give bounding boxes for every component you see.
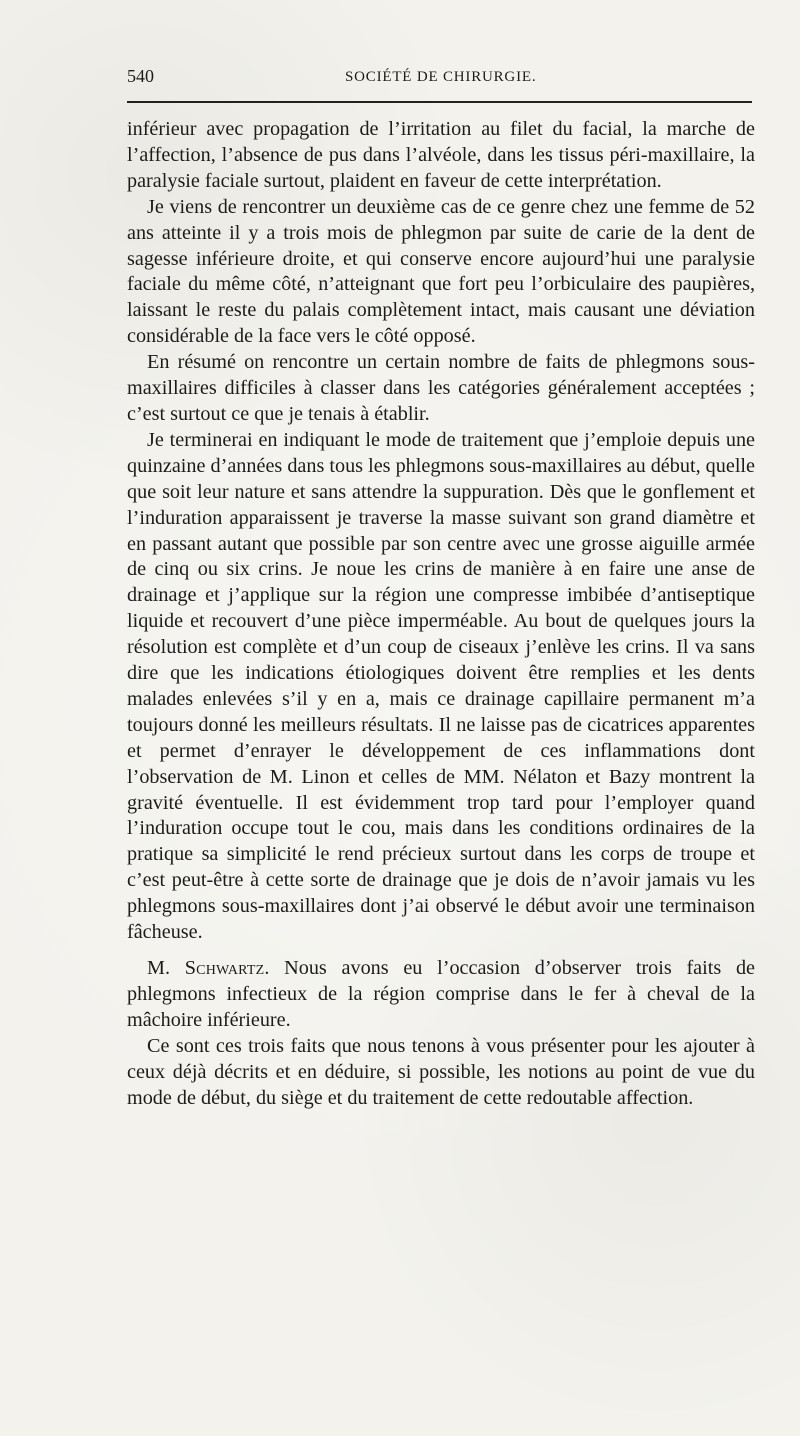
speaker-name: Schwartz bbox=[184, 957, 265, 979]
page-header bbox=[127, 66, 755, 94]
paragraph-1: inférieur avec propagation de l’irritation au filet du facial, la marche de l’affection, l’absence de pus dans l’alvéole, dans les tissus péri-maxillaire, la paralysie faciale surtout, plaident en faveur de cette interprétation. bbox=[127, 118, 755, 192]
paragraph-2: Je viens de rencontrer un deuxième cas de ce genre chez une femme de 52 ans atteinte il y a trois mois de phlegmon par suite de carie de la dent de sagesse inférieure droite, et qui conserve encore aujourd’hui une paralysie faciale du même côté, n’atteignant que fort peu l’orbiculaire des paupières, laissant le reste du palais complètement intact, mais causant une déviation considérable de la face vers le côté opposé. bbox=[127, 195, 755, 348]
paragraph-3: En résumé on rencontre un certain nombre de faits de phlegmons sous-maxillaires difficiles à classer dans les catégories généralement acceptées ; c’est surtout ce que je tenais à établir. bbox=[127, 351, 755, 425]
paragraph-4: Je terminerai en indiquant le mode de traitement que j’emploie depuis une quinzaine d’années dans tous les phlegmons sous-maxillaires au début, quelle que soit leur nature et sans attendre la suppuration. Dès que le gonflement et l’induration apparaissent je traverse la masse suivant son grand diamètre et en passant autant que possible par son centre avec une grosse aiguille armée de cinq ou six crins. Je noue les crins de manière à en faire une anse de drainage et j’applique sur la région une compresse imbibée d’antiseptique liquide et recouvert d’une pièce imperméable. Au bout de quelques jours la résolution est complète et d’un coup de ciseaux j’enlève les crins. Il va sans dire que les indications étiologiques doivent être remplies et les dents malades enlevées s’il y en a, mais ce drainage capillaire permanent m’a toujours donné les meilleurs résultats. Il ne laisse pas de cicatrices apparentes et permet d’enrayer le développement de ces inflammations dont l’observation de M. Linon et celles de MM. Nélaton et Bazy montrent la gravité éventuelle. Il est évidemment trop tard pour l’employer quand l’induration occupe tout le cou, mais dans les conditions ordinaires de la pratique sa simplicité le rend précieux surtout dans les corps de troupe et c’est peut-être à cette sorte de drainage que je dois de n’avoir jamais vu les phlegmons sous-maxillaires dont j’ai observé le début avoir une terminaison fâcheuse. bbox=[127, 428, 755, 944]
speaker-prefix: M. bbox=[147, 957, 170, 979]
page-number: 540 bbox=[127, 66, 154, 86]
paragraph-6: Ce sont ces trois faits que nous tenons à vous présenter pour les ajouter à ceux déjà décrits et en déduire, si possible, les notions au point de vue du mode de début, du siège et du traitement de cette redoutable affection. bbox=[127, 1034, 755, 1109]
header-rule bbox=[127, 101, 752, 103]
paragraph-5 bbox=[127, 956, 755, 1034]
paragraph-5-text: . Nous avons eu l’occasion d’observer trois faits de phlegmons infectieux de la région comprise dans le fer à cheval de la mâchoire inférieure. bbox=[127, 957, 755, 1031]
running-head: SOCIÉTÉ DE CHIRURGIE. bbox=[345, 69, 537, 85]
body-text bbox=[127, 117, 755, 1111]
